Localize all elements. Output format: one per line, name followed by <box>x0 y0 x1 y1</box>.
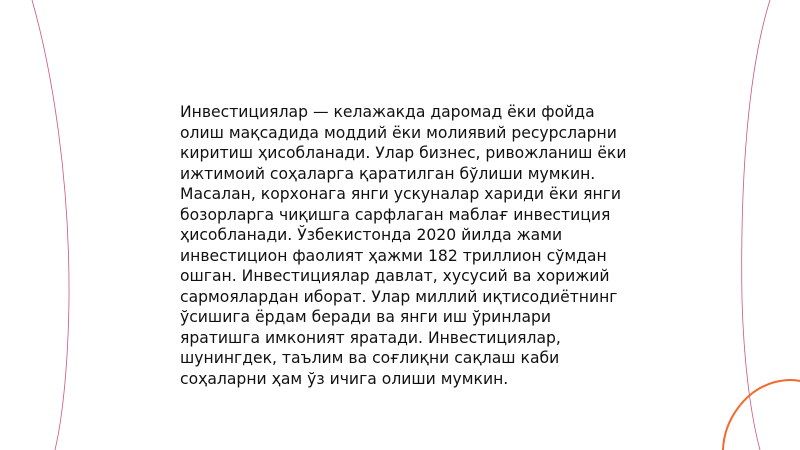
left-thin-arc <box>32 0 69 450</box>
right-thin-arc <box>742 0 770 450</box>
bottom-right-accent-arc <box>723 380 800 450</box>
body-paragraph: Инвестициялар — келажакда даромад ёки фойда олиш мақсадида моддий ёки молиявий ресурсларни киритиш ҳисобланади. Улар бизнес, ривожланиш ёки ижтимоий соҳаларга қаратилган бўлиши мумкин. Масалан, корхонага янги ускуналар хариди ёки янги бозорларга чиқишга сарфлаган маблағ инвестиция ҳисобланади. Ўзбекистонда 2020 йилда жами инвестицион фаолият ҳажми 182 триллион сўмдан ошган. Инвестициялар давлат, хусусий ва хорижий сармоялардан иборат. Улар миллий иқтисодиётнинг ўсишига ёрдам беради ва янги иш ўринлари яратишга имконият яратади. Инвестициялар, шунингдек, таълим ва соғлиқни сақлаш каби соҳаларни ҳам ўз ичига олиши мумкин. <box>180 103 627 388</box>
